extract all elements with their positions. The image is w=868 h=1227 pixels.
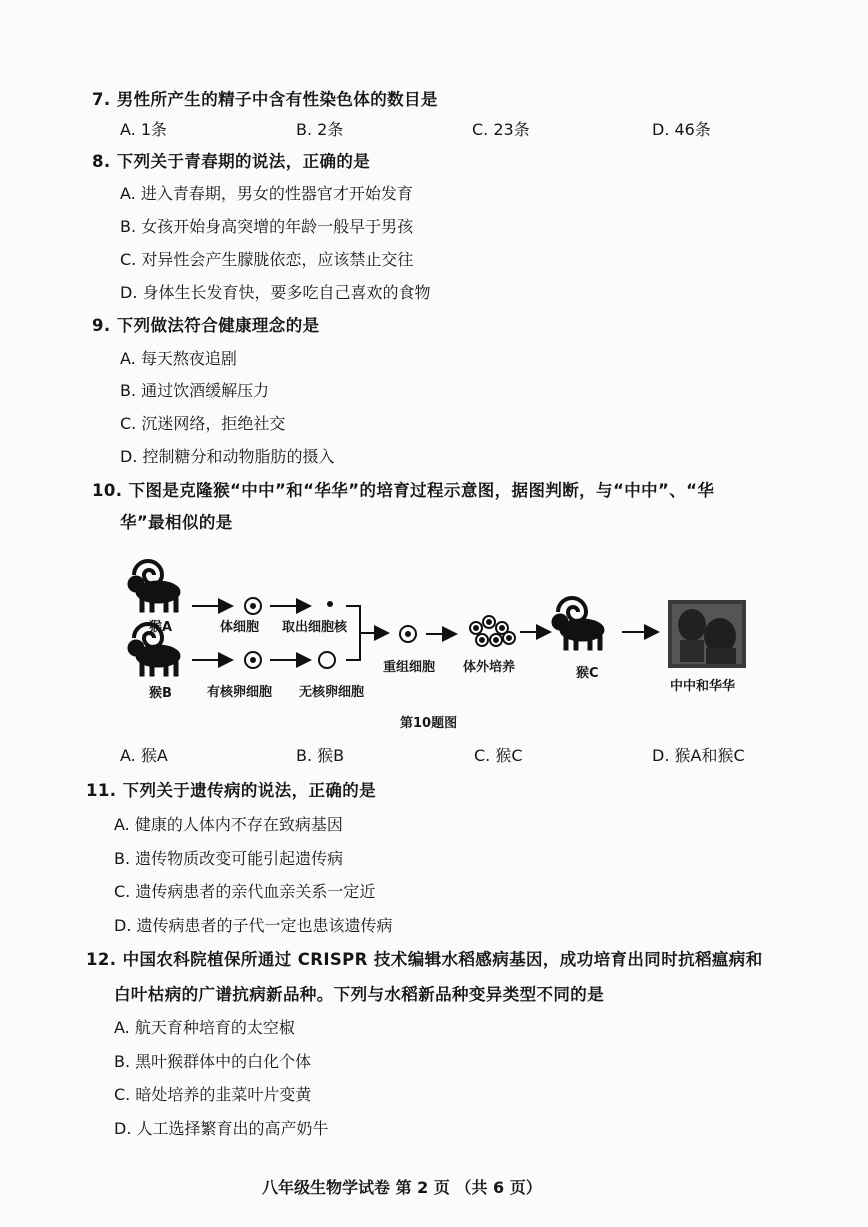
label-monkey-b: 猴B (149, 686, 172, 701)
q10-stem-line2: 华”最相似的是 (120, 513, 233, 532)
q11-option-a: A. 健康的人体内不存在致病基因 (114, 815, 343, 834)
q9-option-d: D. 控制糖分和动物脂肪的摄入 (120, 447, 335, 466)
q7-option-a: A. 1条 (120, 120, 168, 139)
q12-option-b: B. 黑叶猴群体中的白化个体 (114, 1052, 312, 1071)
q9-stem: 9. 下列做法符合健康理念的是 (92, 316, 320, 335)
label-body-cell: 体细胞 (220, 620, 260, 635)
label-in-vitro: 体外培养 (463, 660, 516, 675)
q12-stem-line2: 白叶枯病的广谱抗病新品种。下列与水稻新品种变异类型不同的是 (114, 985, 605, 1004)
body-cell-icon (245, 598, 261, 614)
label-recombined-cell: 重组细胞 (383, 660, 436, 675)
q9-option-a: A. 每天熬夜追剧 (120, 349, 237, 368)
q8-option-b: B. 女孩开始身高突增的年龄一般早于男孩 (120, 217, 414, 236)
q11-option-c: C. 遗传病患者的亲代血亲关系一定近 (114, 882, 376, 901)
figure-caption: 第10题图 (400, 716, 458, 731)
q10-stem-line1: 10. 下图是克隆猴“中中”和“华华”的培育过程示意图，据图判断，与“中中”、“华 (92, 481, 715, 500)
q10-option-a: A. 猴A (120, 746, 168, 765)
q8-stem: 8. 下列关于青春期的说法，正确的是 (92, 152, 371, 171)
q10-option-b: B. 猴B (296, 746, 345, 765)
label-monkey-c: 猴C (576, 666, 599, 681)
q12-option-c: C. 暗处培养的韭菜叶片变黄 (114, 1085, 312, 1104)
q11-option-d: D. 遗传病患者的子代一定也患该遗传病 (114, 916, 393, 935)
egg-with-nucleus-icon (245, 652, 261, 668)
q11-stem: 11. 下列关于遗传病的说法，正确的是 (86, 781, 377, 800)
q7-option-b: B. 2条 (296, 120, 344, 139)
label-monkey-a: 猴A (149, 620, 173, 635)
page-footer: 八年级生物学试卷 第 2 页 （共 6 页） (262, 1178, 542, 1197)
q10-option-c: C. 猴C (474, 746, 523, 765)
q10-option-d: D. 猴A和猴C (652, 746, 745, 765)
embryo-cluster-icon (470, 616, 515, 646)
cloned-monkeys-photo (668, 600, 746, 668)
label-egg-with-nucleus: 有核卵细胞 (207, 685, 273, 700)
monkey-c-icon (552, 598, 604, 650)
q9-option-c: C. 沉迷网络，拒绝社交 (120, 414, 286, 433)
label-result: 中中和华华 (670, 679, 736, 694)
q12-option-a: A. 航天育种培育的太空椒 (114, 1018, 295, 1037)
q12-stem-line1: 12. 中国农科院植保所通过 CRISPR 技术编辑水稻感病基因，成功培育出同时抗稻瘟病和 (86, 950, 763, 969)
q9-option-b: B. 通过饮酒缓解压力 (120, 381, 270, 400)
nucleus-icon (327, 601, 333, 607)
q7-stem: 7. 男性所产生的精子中含有性染色体的数目是 (92, 90, 438, 109)
q7-option-c: C. 23条 (472, 120, 530, 139)
label-take-nucleus: 取出细胞核 (282, 620, 348, 635)
q12-option-d: D. 人工选择繁育出的高产奶牛 (114, 1119, 329, 1138)
q8-option-c: C. 对异性会产生朦胧依恋，应该禁止交往 (120, 250, 414, 269)
egg-without-nucleus-icon (319, 652, 335, 668)
monkey-a-icon (128, 561, 180, 612)
q8-option-d: D. 身体生长发育快，要多吃自己喜欢的食物 (120, 283, 431, 302)
q8-option-a: A. 进入青春期，男女的性器官才开始发育 (120, 184, 413, 203)
q11-option-b: B. 遗传物质改变可能引起遗传病 (114, 849, 344, 868)
q7-option-d: D. 46条 (652, 120, 711, 139)
recombined-cell-icon (400, 626, 416, 642)
label-egg-without-nucleus: 无核卵细胞 (299, 685, 365, 700)
